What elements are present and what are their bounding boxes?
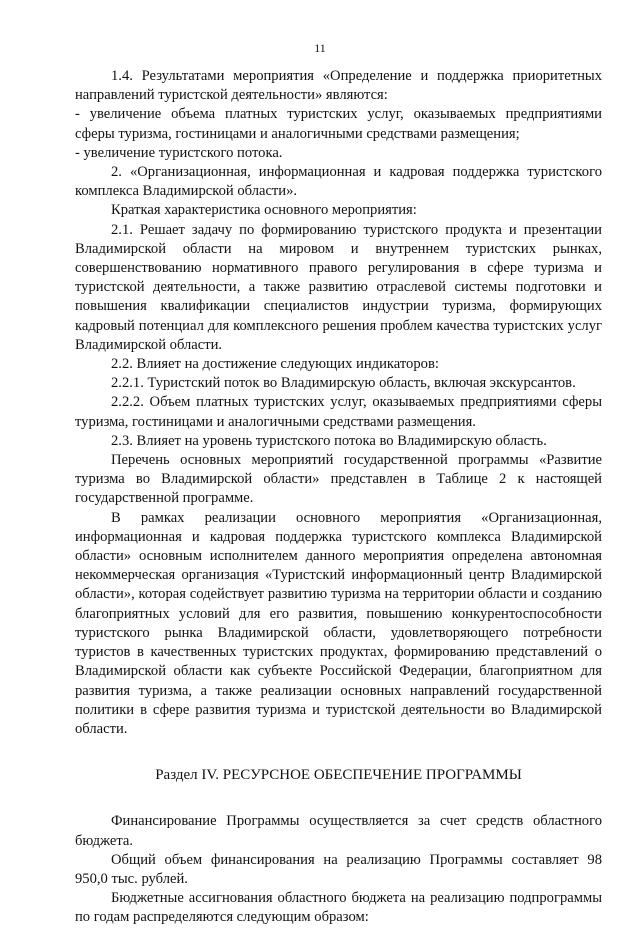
paragraph: 2.1. Решает задачу по формированию туристского продукта и презентации Владимирской области на мировом и внутреннем туристских рынках, совершенствованию нормативного правого регулирования в сфере туризма и туристской деятельности, а также развитию отраслевой системы подготовки и повышения квалификации специалистов индустрии туризма, формирующих кадровый потенциал для комплексного решения проблем качества туристских услуг Владимирской области. <box>75 221 602 353</box>
paragraph: Общий объем финансирования на реализацию Программы составляет 98 950,0 тыс. рублей. <box>75 851 602 887</box>
paragraph: Финансирование Программы осуществляется за счет средств областного бюджета. <box>75 813 602 849</box>
paragraph: Бюджетные ассигнования областного бюджета на реализацию подпрограммы по годам распределяются следующим образом: <box>75 890 602 926</box>
paragraph: - увеличение туристского потока. <box>75 144 283 161</box>
paragraph: В рамках реализации основного мероприятия «Организационная, информационная и кадровая поддержка туристского комплекса Владимирской области» основным исполнителем данного мероприятия определена автономная некоммерческая организация «Туристский информационный центр Владимирской области», которая содействует развитию туризма на территории области и созданию благоприятных условий для его развития, повышению конкурентоспособности туристского рынка Владимирской области, удовлетворяющего потребности туристов в качественных туристских продуктах, формированию представлений о Владимирской области как субъекте Российской Федерации, благоприятном для развития туризма, а также реализации основных направлений государственной политики в сфере развития туризма и туристской деятельности во Владимирской области. <box>75 509 602 737</box>
section-heading: Раздел IV. РЕСУРСНОЕ ОБЕСПЕЧЕНИЕ ПРОГРАММЫ <box>155 767 522 784</box>
paragraph: - увеличение объема платных туристских услуг, оказываемых предприятиями сферы туризма, гостиницами и аналогичными средствами размещения; <box>75 106 602 142</box>
paragraph: 2.2.1. Туристский поток во Владимирскую область, включая экскурсантов. <box>111 375 576 392</box>
paragraph: 2.3. Влияет на уровень туристского потока во Владимирскую область. <box>111 432 547 449</box>
paragraph: 1.4. Результатами мероприятия «Определение и поддержка приоритетных направлений туристской деятельности» являются: <box>75 68 602 104</box>
paragraph: Краткая характеристика основного мероприятия: <box>111 202 417 219</box>
paragraph: 2. «Организационная, информационная и кадровая поддержка туристского комплекса Владимирской области». <box>75 164 602 200</box>
paragraph: Перечень основных мероприятий государственной программы «Развитие туризма во Владимирской области» представлен в Таблице 2 к настоящей государственной программе. <box>75 452 602 507</box>
paragraph: 2.2.2. Объем платных туристских услуг, оказываемых предприятиями сферы туризма, гостиницами и аналогичными средствами размещения. <box>75 394 602 430</box>
paragraph: 2.2. Влияет на достижение следующих индикаторов: <box>111 356 439 373</box>
paragraphs-top <box>75 67 602 739</box>
page-number: 11 <box>314 41 326 55</box>
document-body <box>75 67 602 928</box>
paragraphs-bottom <box>75 812 602 927</box>
